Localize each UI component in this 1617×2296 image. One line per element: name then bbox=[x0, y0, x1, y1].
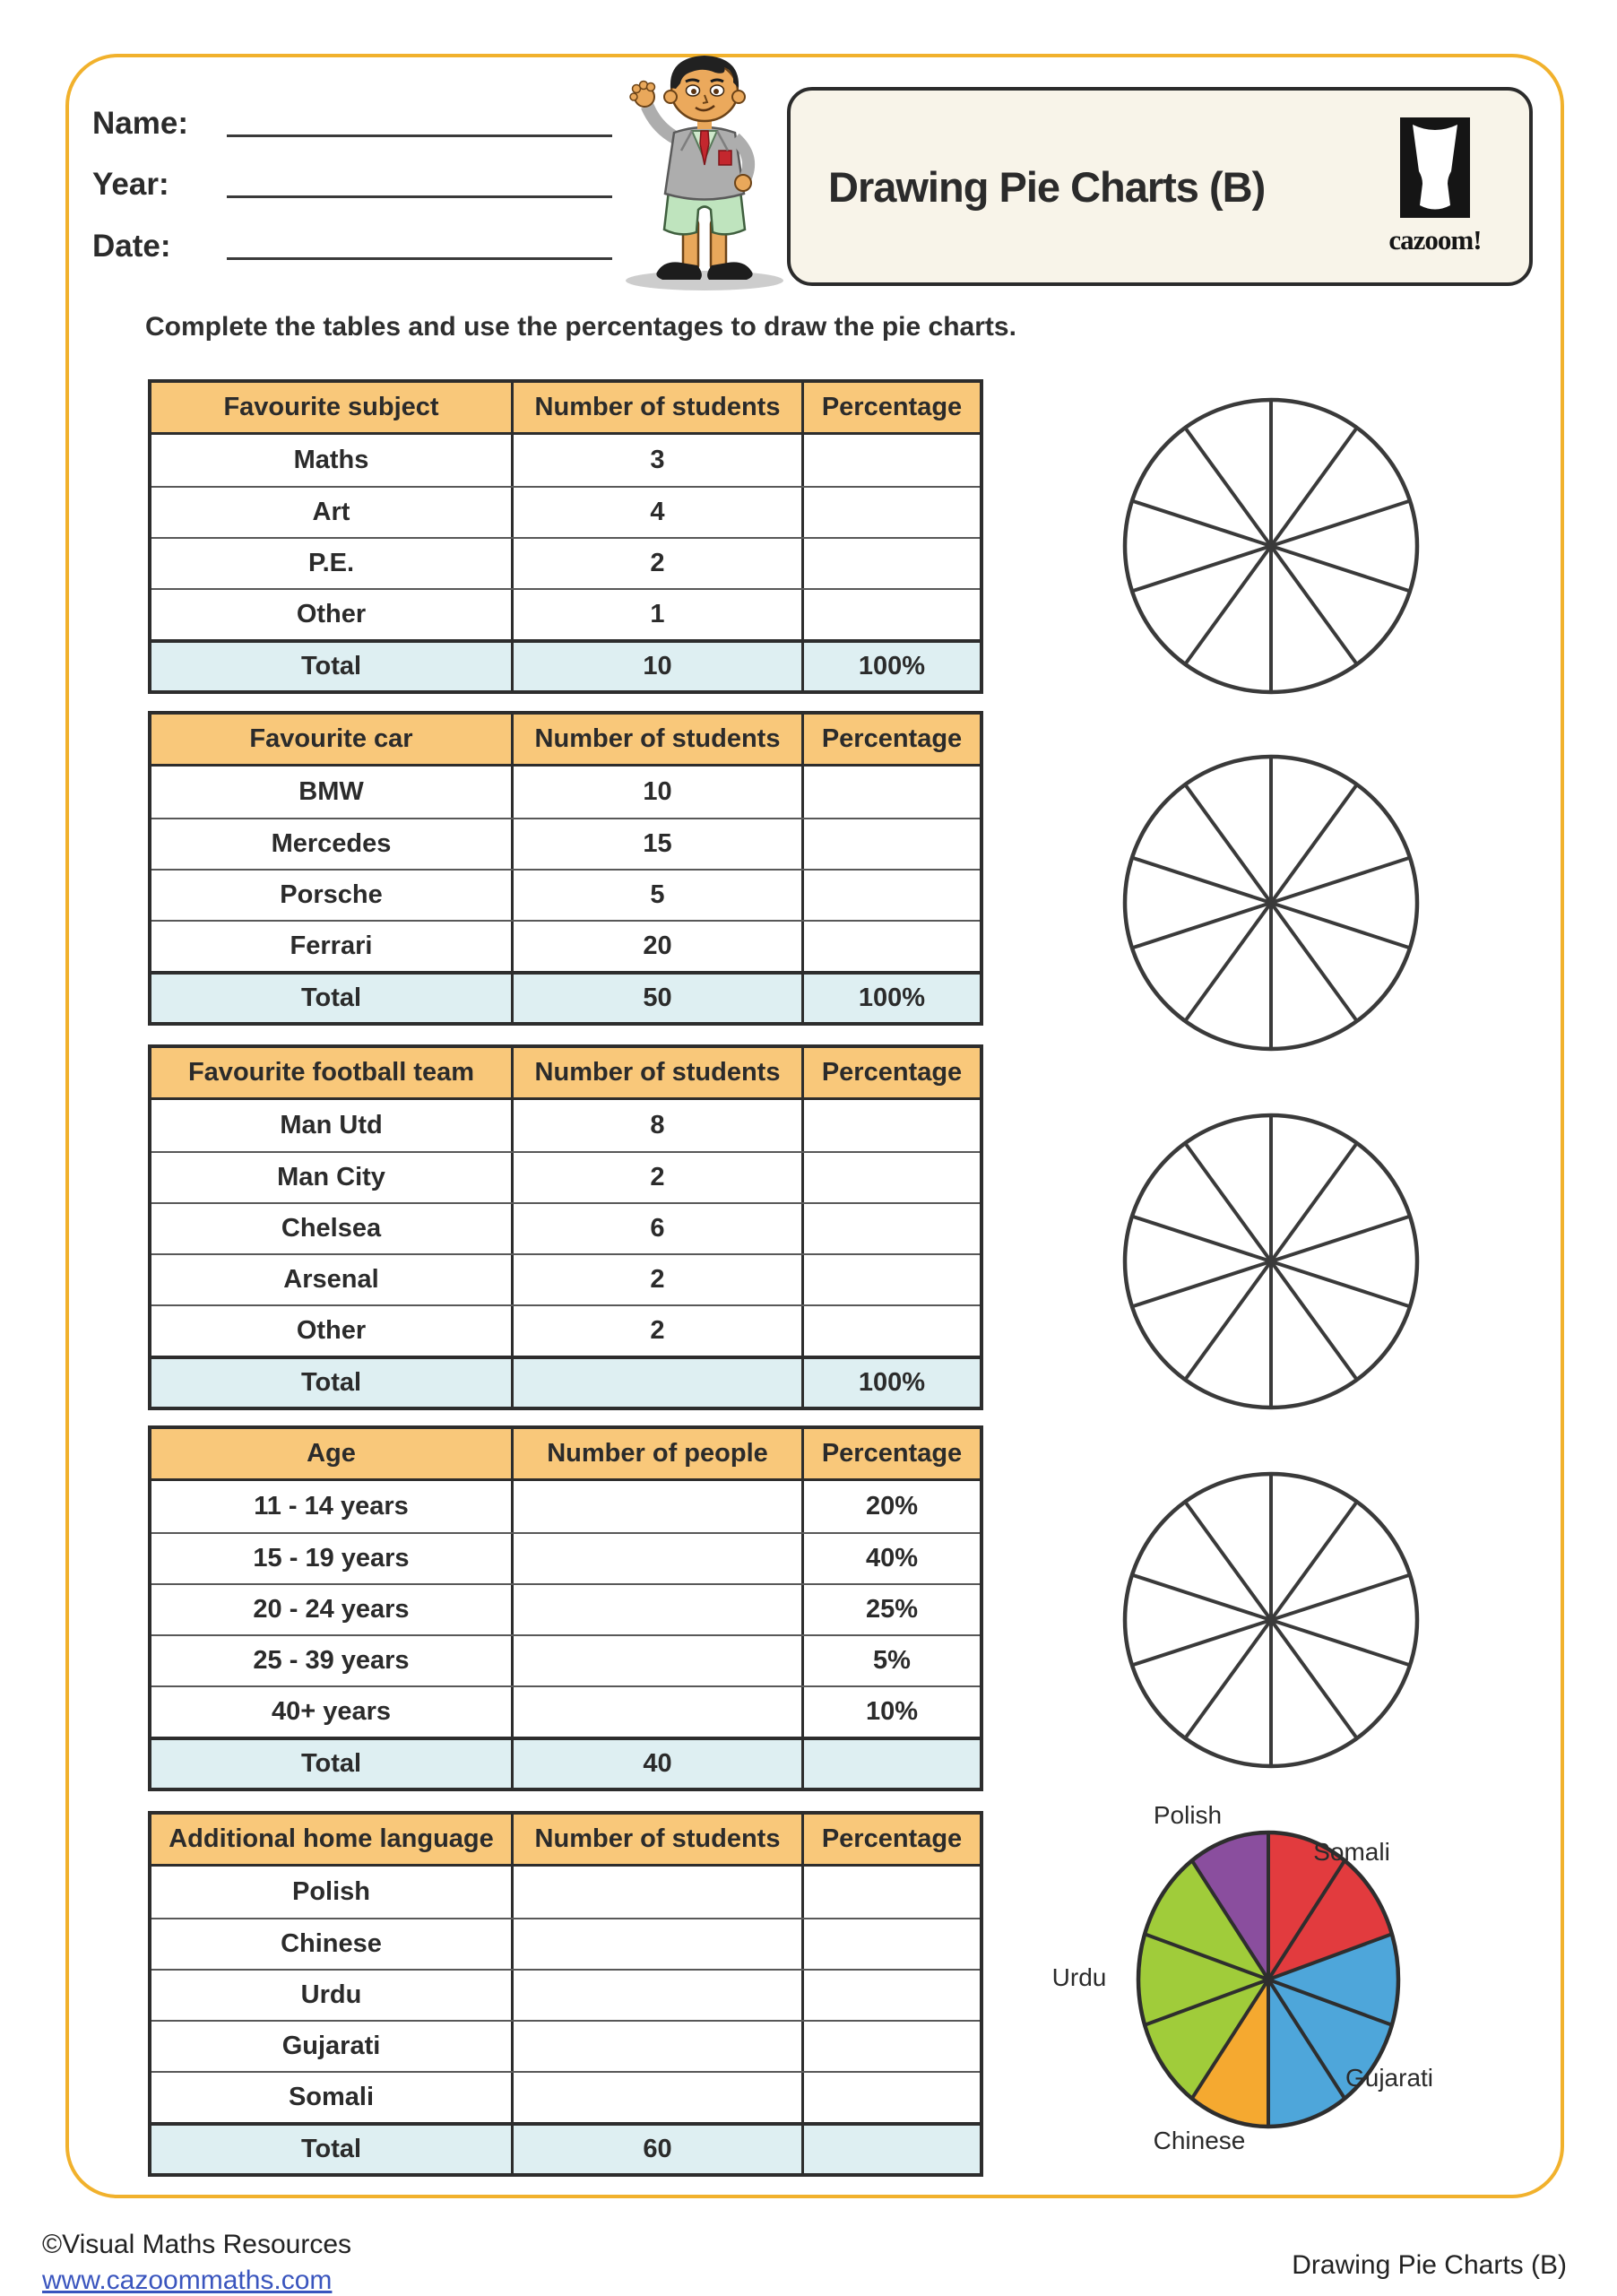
data-table bbox=[148, 1811, 983, 2177]
instruction-text: Complete the tables and use the percentages to draw the pie charts. bbox=[145, 312, 1016, 342]
table-cell: Arsenal bbox=[151, 1255, 514, 1304]
table-cell: Somali bbox=[151, 2073, 514, 2122]
table-cell: Chelsea bbox=[151, 1204, 514, 1253]
table-row bbox=[151, 1685, 980, 1737]
table-row bbox=[151, 920, 980, 971]
date-field-row bbox=[92, 229, 171, 270]
table-header-cell: Favourite car bbox=[151, 715, 514, 764]
table-cell: Art bbox=[151, 488, 514, 537]
table-row bbox=[151, 869, 980, 920]
blank-cell bbox=[804, 2126, 980, 2173]
blank-cell bbox=[804, 1740, 980, 1788]
title-box bbox=[787, 87, 1533, 286]
table-cell: Porsche bbox=[151, 871, 514, 920]
table-row bbox=[151, 1481, 980, 1532]
table-total-cell: 40 bbox=[514, 1740, 804, 1788]
table-cell: 20 - 24 years bbox=[151, 1585, 514, 1634]
table-cell: 10 bbox=[514, 767, 804, 818]
table-total-row bbox=[151, 971, 980, 1022]
table-total-cell: 50 bbox=[514, 975, 804, 1022]
blank-cell bbox=[804, 539, 980, 588]
table-cell: 15 - 19 years bbox=[151, 1534, 514, 1583]
blank-pie-chart bbox=[1119, 1109, 1423, 1414]
cazoom-goblet-icon bbox=[1400, 117, 1470, 218]
table-header-cell: Age bbox=[151, 1429, 514, 1478]
blank-cell bbox=[804, 1100, 980, 1151]
blank-cell bbox=[514, 1534, 804, 1583]
table-cell: 40% bbox=[865, 1544, 919, 1573]
table-cell: Urdu bbox=[151, 1971, 514, 2020]
table-header-cell: Percentage bbox=[821, 724, 963, 753]
table-header-cell: Favourite football team bbox=[151, 1048, 514, 1097]
table-row bbox=[151, 1151, 980, 1202]
table-row bbox=[151, 1253, 980, 1304]
blank-cell bbox=[804, 590, 980, 639]
table-header-cell: Percentage bbox=[821, 393, 963, 421]
table-row bbox=[151, 1100, 980, 1151]
table-total-cell: 100% bbox=[858, 983, 926, 1012]
blank-cell bbox=[804, 1867, 980, 1918]
table-cell: Other bbox=[151, 590, 514, 639]
name-writein-line bbox=[227, 99, 612, 137]
cazoom-logo-text: cazoom! bbox=[1388, 224, 1482, 256]
table-header-cell: Additional home language bbox=[151, 1815, 514, 1864]
table-header-cell: Number of students bbox=[514, 383, 804, 432]
table-row bbox=[151, 1634, 980, 1685]
date-writein-line bbox=[227, 221, 612, 260]
table-row bbox=[151, 1867, 980, 1918]
blank-cell bbox=[514, 1687, 804, 1737]
blank-cell bbox=[804, 819, 980, 869]
table-row bbox=[151, 767, 980, 818]
cartoon-boy-mascot bbox=[618, 50, 791, 292]
table-cell: Maths bbox=[151, 435, 514, 486]
table-cell: 11 - 14 years bbox=[151, 1481, 514, 1532]
blank-cell bbox=[804, 1306, 980, 1356]
table-cell: 25 - 39 years bbox=[151, 1636, 514, 1685]
table-total-cell: Total bbox=[151, 643, 514, 690]
table-cell: Man City bbox=[151, 1153, 514, 1202]
table-cell: 40+ years bbox=[151, 1687, 514, 1737]
pie-label-gujarati: Gujarati bbox=[1345, 2064, 1434, 2092]
date-label: Date: bbox=[92, 229, 171, 264]
blank-cell bbox=[804, 488, 980, 537]
footer-worksheet-title: Drawing Pie Charts (B) bbox=[1292, 2250, 1567, 2280]
table-row bbox=[151, 486, 980, 537]
table-cell: 5% bbox=[873, 1646, 911, 1675]
table-cell: 20 bbox=[514, 922, 804, 971]
table-total-cell: Total bbox=[151, 975, 514, 1022]
table-row bbox=[151, 537, 980, 588]
table-header-cell: Percentage bbox=[821, 1824, 963, 1853]
blank-cell bbox=[804, 1204, 980, 1253]
blank-cell bbox=[514, 1867, 804, 1918]
cazoom-logo bbox=[1368, 117, 1502, 256]
table-header-cell: Number of people bbox=[514, 1429, 804, 1478]
blank-cell bbox=[514, 1971, 804, 2020]
blank-cell bbox=[804, 435, 980, 486]
table-cell: Gujarati bbox=[151, 2022, 514, 2071]
table-cell: 2 bbox=[514, 1153, 804, 1202]
pie-label-chinese: Chinese bbox=[1153, 2127, 1246, 2154]
year-label: Year: bbox=[92, 167, 169, 202]
table-header-cell: Number of students bbox=[514, 715, 804, 764]
table-cell: 4 bbox=[514, 488, 804, 537]
table-cell: Polish bbox=[151, 1867, 514, 1918]
name-label: Name: bbox=[92, 106, 188, 141]
data-table bbox=[148, 1425, 983, 1791]
year-field-row bbox=[92, 167, 169, 208]
table-row bbox=[151, 1202, 980, 1253]
table-total-row bbox=[151, 2122, 980, 2173]
mascot-shadow bbox=[626, 271, 783, 290]
blank-cell bbox=[804, 2022, 980, 2071]
table-header-cell: Percentage bbox=[821, 1439, 963, 1468]
copyright-text: ©Visual Maths Resources bbox=[42, 2230, 352, 2259]
table-total-row bbox=[151, 1737, 980, 1788]
table-cell: 2 bbox=[514, 1255, 804, 1304]
data-table bbox=[148, 379, 983, 694]
table-cell: 2 bbox=[514, 539, 804, 588]
table-header-row bbox=[151, 1048, 980, 1100]
table-row bbox=[151, 818, 980, 869]
table-cell: Ferrari bbox=[151, 922, 514, 971]
table-row bbox=[151, 1918, 980, 1969]
blank-cell bbox=[514, 2073, 804, 2122]
blank-cell bbox=[514, 1359, 804, 1407]
table-cell: Other bbox=[151, 1306, 514, 1356]
blank-cell bbox=[514, 1585, 804, 1634]
table-total-cell: 60 bbox=[514, 2126, 804, 2173]
blank-cell bbox=[514, 1919, 804, 1969]
pie-label-somali: Somali bbox=[1313, 1838, 1390, 1866]
blank-cell bbox=[514, 2022, 804, 2071]
table-cell: 3 bbox=[514, 435, 804, 486]
name-field-row bbox=[92, 106, 188, 147]
table-cell: 15 bbox=[514, 819, 804, 869]
table-header-row bbox=[151, 1429, 980, 1481]
table-cell: Man Utd bbox=[151, 1100, 514, 1151]
table-cell: 1 bbox=[514, 590, 804, 639]
table-total-row bbox=[151, 1356, 980, 1407]
table-row bbox=[151, 588, 980, 639]
table-total-cell: 100% bbox=[858, 652, 926, 680]
table-total-cell: 10 bbox=[514, 643, 804, 690]
blank-cell bbox=[514, 1481, 804, 1532]
table-row bbox=[151, 435, 980, 486]
table-cell: 25% bbox=[865, 1595, 919, 1624]
table-row bbox=[151, 2020, 980, 2071]
table-header-cell: Favourite subject bbox=[151, 383, 514, 432]
blank-cell bbox=[804, 922, 980, 971]
cazoommaths-link[interactable]: www.cazoommaths.com bbox=[42, 2266, 333, 2295]
table-row bbox=[151, 1304, 980, 1356]
blank-cell bbox=[804, 871, 980, 920]
table-cell: P.E. bbox=[151, 539, 514, 588]
table-cell: 8 bbox=[514, 1100, 804, 1151]
table-total-row bbox=[151, 639, 980, 690]
data-table bbox=[148, 711, 983, 1026]
pie-label-urdu: Urdu bbox=[1051, 1963, 1107, 1991]
blank-cell bbox=[804, 1255, 980, 1304]
table-cell: BMW bbox=[151, 767, 514, 818]
table-total-cell: Total bbox=[151, 2126, 514, 2173]
data-table bbox=[148, 1044, 983, 1410]
table-header-cell: Number of students bbox=[514, 1048, 804, 1097]
table-header-cell: Percentage bbox=[821, 1058, 963, 1087]
table-row bbox=[151, 2071, 980, 2122]
table-cell: 20% bbox=[865, 1492, 919, 1521]
table-row bbox=[151, 1532, 980, 1583]
blank-pie-chart bbox=[1119, 750, 1423, 1055]
table-header-row bbox=[151, 1815, 980, 1867]
page-title: Drawing Pie Charts (B) bbox=[828, 162, 1266, 211]
table-header-cell: Number of students bbox=[514, 1815, 804, 1864]
blank-pie-chart bbox=[1119, 394, 1423, 698]
table-row bbox=[151, 1969, 980, 2020]
blank-cell bbox=[804, 2073, 980, 2122]
blank-cell bbox=[514, 1636, 804, 1685]
table-total-cell: 100% bbox=[858, 1368, 926, 1397]
table-cell: 5 bbox=[514, 871, 804, 920]
table-cell: Chinese bbox=[151, 1919, 514, 1969]
year-writein-line bbox=[227, 160, 612, 198]
blank-cell bbox=[804, 1919, 980, 1969]
table-cell: Mercedes bbox=[151, 819, 514, 869]
table-header-row bbox=[151, 715, 980, 767]
blank-cell bbox=[804, 1153, 980, 1202]
pie-label-polish: Polish bbox=[1153, 1801, 1223, 1829]
table-row bbox=[151, 1583, 980, 1634]
table-cell: 2 bbox=[514, 1306, 804, 1356]
table-total-cell: Total bbox=[151, 1359, 514, 1407]
table-cell: 10% bbox=[865, 1697, 919, 1726]
table-total-cell: Total bbox=[151, 1740, 514, 1788]
blank-cell bbox=[804, 767, 980, 818]
table-cell: 6 bbox=[514, 1204, 804, 1253]
blank-cell bbox=[804, 1971, 980, 2020]
table-header-row bbox=[151, 383, 980, 435]
blank-pie-chart bbox=[1119, 1468, 1423, 1772]
